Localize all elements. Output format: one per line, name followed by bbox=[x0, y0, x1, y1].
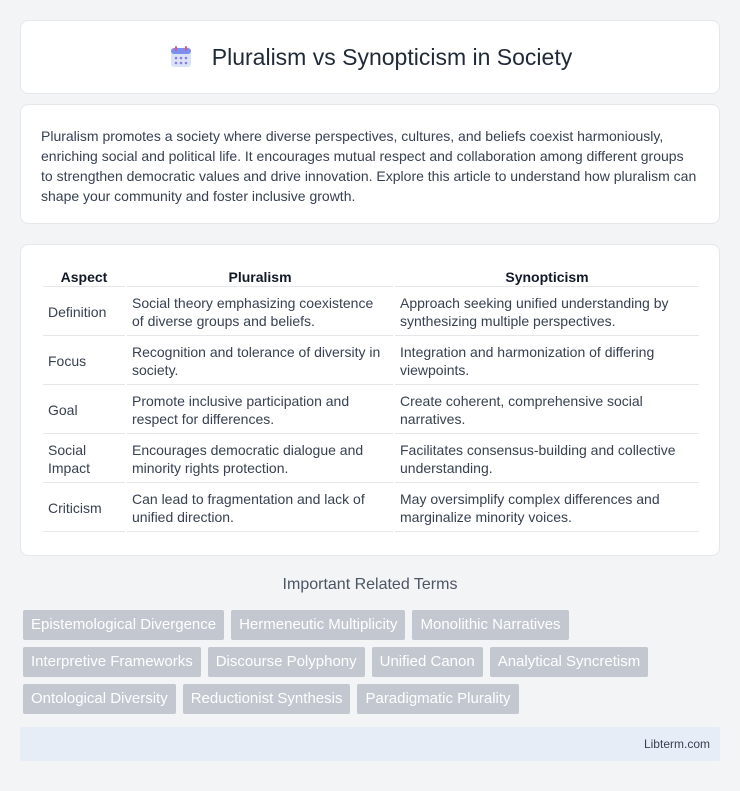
related-terms-title: Important Related Terms bbox=[282, 576, 458, 593]
pluralism-cell: Recognition and tolerance of diversity in society. bbox=[127, 338, 393, 385]
header-synopticism: Synopticism bbox=[395, 267, 699, 287]
table-row bbox=[43, 289, 699, 336]
synopticism-cell: Facilitates consensus-building and collective understanding. bbox=[395, 436, 699, 483]
aspect-cell: Social Impact bbox=[43, 436, 125, 483]
intro-text: Pluralism promotes a society where diverse perspectives, cultures, and beliefs coexist harmoniously, enriching social and political life. It encourages mutual respect and collaboration among different groups to strengthen democratic values and drive innovation. Explore this article to understand how pluralism can shape your community and foster inclusive growth. bbox=[41, 128, 697, 204]
related-term-tag[interactable]: Ontological Diversity bbox=[23, 684, 176, 714]
aspect-cell: Focus bbox=[43, 338, 125, 385]
header-pluralism: Pluralism bbox=[127, 267, 393, 287]
synopticism-cell: Create coherent, comprehensive social narratives. bbox=[395, 387, 699, 434]
pluralism-cell: Social theory emphasizing coexistence of diverse groups and beliefs. bbox=[127, 289, 393, 336]
footer bbox=[20, 727, 720, 761]
synopticism-cell: May oversimplify complex differences and marginalize minority voices. bbox=[395, 485, 699, 532]
comparison-card bbox=[20, 244, 720, 556]
related-term-tag[interactable]: Reductionist Synthesis bbox=[183, 684, 351, 714]
related-terms-list bbox=[23, 610, 723, 714]
comparison-table bbox=[41, 265, 701, 534]
intro-card bbox=[20, 104, 720, 224]
title-card bbox=[20, 20, 720, 94]
related-term-tag[interactable]: Paradigmatic Plurality bbox=[357, 684, 518, 714]
table-row bbox=[43, 485, 699, 532]
related-term-tag[interactable]: Interpretive Frameworks bbox=[23, 647, 201, 677]
aspect-cell: Definition bbox=[43, 289, 125, 336]
synopticism-cell: Integration and harmonization of differing viewpoints. bbox=[395, 338, 699, 385]
related-term-tag[interactable]: Hermeneutic Multiplicity bbox=[231, 610, 405, 640]
related-term-tag[interactable]: Discourse Polyphony bbox=[208, 647, 365, 677]
synopticism-cell: Approach seeking unified understanding by synthesizing multiple perspectives. bbox=[395, 289, 699, 336]
header-aspect: Aspect bbox=[43, 267, 125, 287]
related-term-tag[interactable]: Unified Canon bbox=[372, 647, 483, 677]
aspect-cell: Goal bbox=[43, 387, 125, 434]
related-term-tag[interactable]: Analytical Syncretism bbox=[490, 647, 649, 677]
pluralism-cell: Can lead to fragmentation and lack of unified direction. bbox=[127, 485, 393, 532]
aspect-cell: Criticism bbox=[43, 485, 125, 532]
related-term-tag[interactable]: Epistemological Divergence bbox=[23, 610, 224, 640]
page-title: Pluralism vs Synopticism in Society bbox=[211, 43, 573, 70]
pluralism-cell: Encourages democratic dialogue and minority rights protection. bbox=[127, 436, 393, 483]
table-header-row bbox=[43, 267, 699, 287]
table-row bbox=[43, 387, 699, 434]
table-row bbox=[43, 436, 699, 483]
table-row bbox=[43, 338, 699, 385]
calendar-icon bbox=[168, 44, 194, 70]
related-term-tag[interactable]: Monolithic Narratives bbox=[412, 610, 568, 640]
pluralism-cell: Promote inclusive participation and respect for differences. bbox=[127, 387, 393, 434]
footer-brand-link[interactable]: Libterm.com bbox=[643, 737, 710, 751]
